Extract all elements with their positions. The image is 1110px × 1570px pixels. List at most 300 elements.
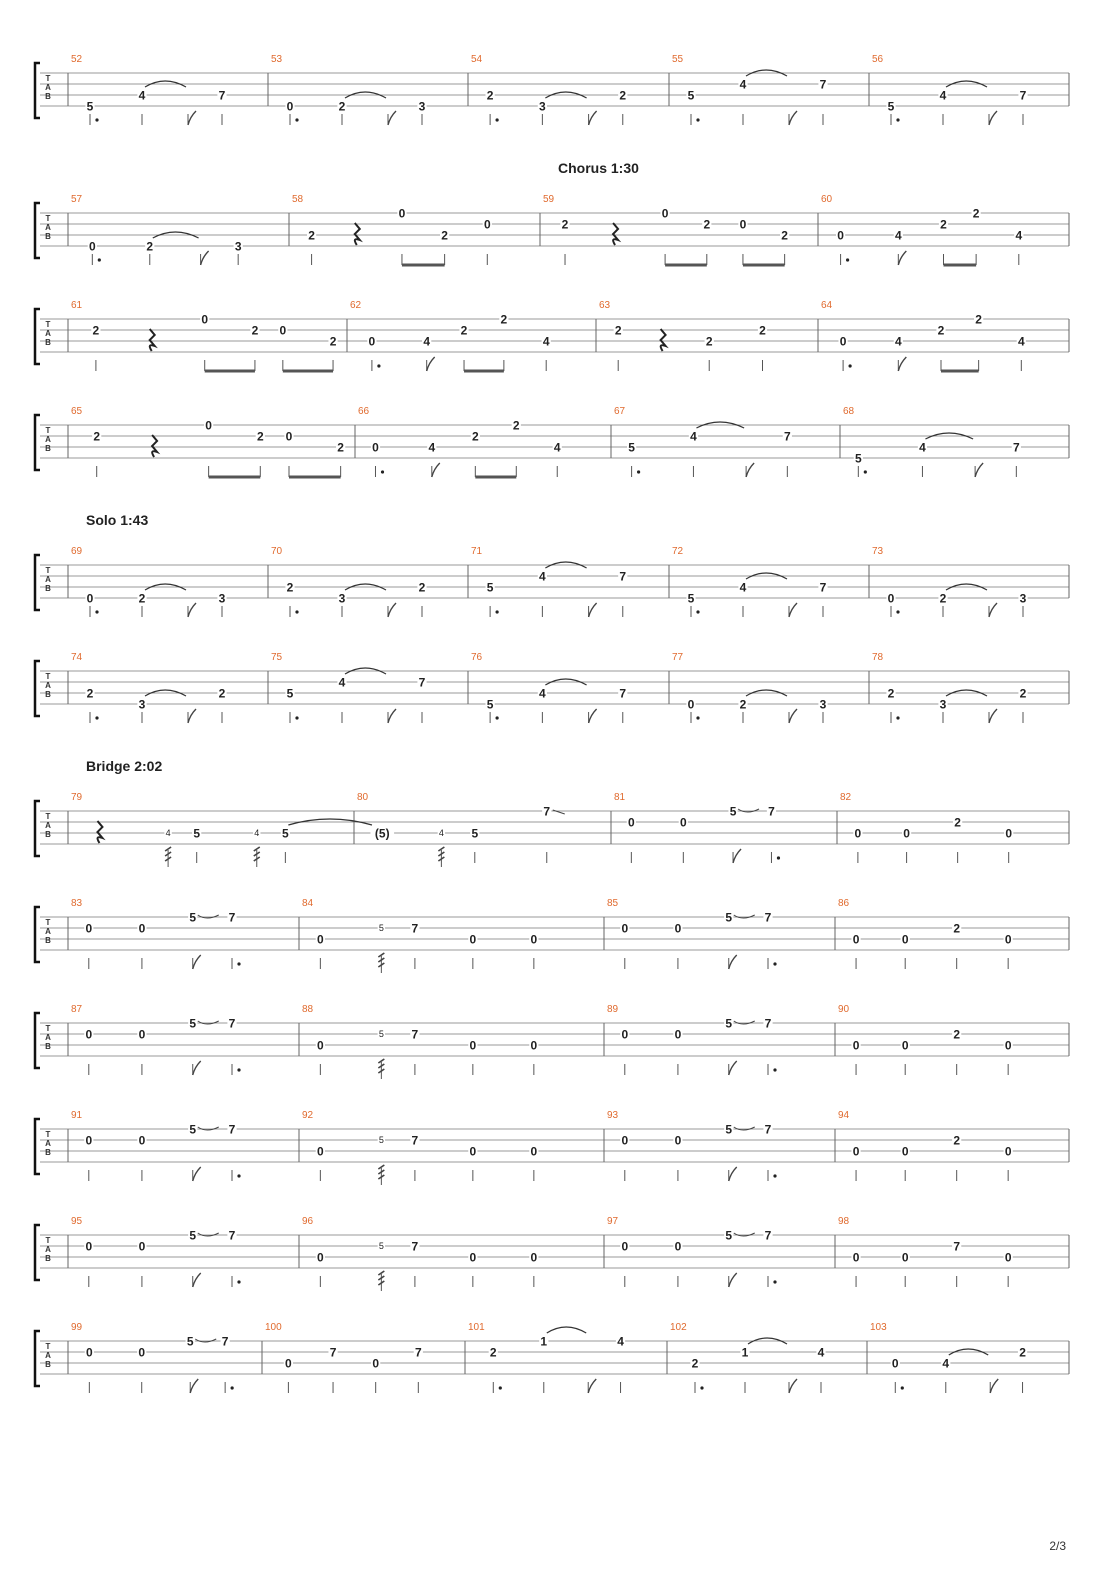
- duration-dot: [381, 470, 384, 473]
- fret-number: 2: [251, 323, 259, 338]
- fret-number: 0: [627, 815, 635, 830]
- fret-number: 4: [1015, 228, 1023, 243]
- measure-number: 84: [302, 898, 314, 909]
- tab-clef-letter: A: [45, 1245, 51, 1254]
- tab-clef-letter: B: [45, 444, 51, 453]
- fret-number: 4: [817, 1345, 825, 1360]
- fret-number: 2: [471, 429, 479, 444]
- duration-dot: [295, 716, 298, 719]
- fret-number: 5: [729, 804, 737, 819]
- duration-dot: [95, 610, 98, 613]
- fret-number: 2: [703, 217, 711, 232]
- fret-number: 4: [894, 228, 902, 243]
- measure-number: 91: [71, 1110, 83, 1121]
- fret-number: 5: [286, 686, 294, 701]
- fret-number: 0: [530, 932, 538, 947]
- fret-number: 4: [1017, 334, 1025, 349]
- fret-number: 3: [819, 697, 827, 712]
- measure-number: 66: [358, 406, 370, 417]
- duration-dot: [896, 716, 899, 719]
- fret-number: 0: [285, 1356, 292, 1371]
- fret-number: 0: [205, 418, 212, 433]
- fret-number: 2: [308, 228, 315, 243]
- duration-dot: [496, 716, 499, 719]
- fret-number: 2: [512, 418, 520, 433]
- note-flag: [589, 709, 597, 723]
- fret-number: 7: [221, 1334, 229, 1349]
- fret-number: 5: [378, 923, 384, 934]
- note-flag: [975, 463, 983, 477]
- tab-clef-letter: B: [45, 232, 51, 241]
- fret-number: 0: [674, 1133, 682, 1148]
- fret-number: 2: [1019, 1345, 1026, 1360]
- fret-number: 2: [93, 429, 101, 444]
- fret-number: 5: [725, 1228, 733, 1243]
- system-bracket: [35, 555, 40, 610]
- system-bracket: [35, 1119, 40, 1174]
- fret-number: 0: [398, 206, 406, 221]
- fret-number: 0: [687, 697, 695, 712]
- tab-clef-letter: B: [45, 1254, 51, 1263]
- fret-number: 0: [285, 429, 293, 444]
- fret-number: 4: [338, 675, 346, 690]
- fret-number: 2: [953, 921, 961, 936]
- fret-number: 2: [705, 334, 713, 349]
- section-label-solo: Solo 1:43: [86, 512, 149, 528]
- fret-number: 4: [542, 334, 550, 349]
- measure-number: 99: [71, 1322, 83, 1333]
- note-flag: [190, 1379, 198, 1393]
- note-flag: [432, 463, 440, 477]
- fret-number: 0: [138, 921, 146, 936]
- quarter-rest: [613, 223, 618, 245]
- measure-number: 75: [271, 652, 283, 663]
- fret-number: 4: [739, 580, 747, 595]
- measure-number: 100: [265, 1322, 282, 1333]
- fret-number: 5: [193, 826, 201, 841]
- fret-number: 0: [85, 921, 93, 936]
- fret-number: 2: [691, 1356, 699, 1371]
- duration-dot: [696, 716, 699, 719]
- fret-number: 2: [418, 580, 426, 595]
- fret-number: 4: [739, 77, 747, 92]
- measure-number: 73: [872, 546, 884, 557]
- system-bracket: [35, 1013, 40, 1068]
- tab-clef-letter: A: [45, 681, 51, 690]
- duration-dot: [773, 1174, 776, 1177]
- note-flag: [729, 1167, 737, 1181]
- note-flag: [729, 1061, 737, 1075]
- fret-number: 3: [138, 697, 146, 712]
- note-flag: [989, 111, 997, 125]
- duration-dot: [295, 610, 298, 613]
- note-flag: [427, 357, 435, 371]
- fret-number: 4: [539, 569, 546, 584]
- fret-number: 0: [852, 1250, 860, 1265]
- fret-number: 0: [279, 323, 287, 338]
- note-flag: [589, 603, 597, 617]
- fret-number: 7: [764, 1016, 772, 1031]
- system-bracket: [35, 63, 40, 118]
- fret-number: 0: [317, 932, 324, 947]
- note-flag: [589, 111, 597, 125]
- fret-number: 7: [411, 1027, 419, 1042]
- measure-number: 76: [471, 652, 483, 663]
- fret-number: 0: [138, 1239, 146, 1254]
- fret-number: 5: [486, 697, 494, 712]
- tab-clef-letter: A: [45, 1351, 51, 1360]
- measure-number: 64: [821, 300, 833, 311]
- tab-clef-letter: T: [45, 1024, 51, 1033]
- note-flag: [193, 1061, 201, 1075]
- measure-number: 95: [71, 1216, 83, 1227]
- duration-dot: [231, 1386, 234, 1389]
- measure-number: 92: [302, 1110, 314, 1121]
- tab-clef-letter: T: [45, 320, 51, 329]
- measure-number: 58: [292, 194, 304, 205]
- tab-clef-letter: A: [45, 1033, 51, 1042]
- tab-clef-letter: A: [45, 83, 51, 92]
- quarter-rest: [661, 329, 666, 351]
- duration-dot: [700, 1386, 703, 1389]
- fret-number: 5: [854, 451, 862, 466]
- fret-number: 5: [189, 910, 197, 925]
- fret-number: 2: [972, 206, 980, 221]
- duration-dot: [377, 364, 380, 367]
- duration-dot: [849, 364, 852, 367]
- fret-number: 3: [939, 697, 947, 712]
- tab-clef-letter: T: [45, 426, 51, 435]
- fret-number: 0: [317, 1250, 324, 1265]
- fret-number: 7: [411, 921, 419, 936]
- fret-number: 0: [85, 1345, 93, 1360]
- fret-number: 7: [953, 1239, 961, 1254]
- fret-number: 0: [621, 1027, 629, 1042]
- tab-clef-letter: A: [45, 223, 51, 232]
- fret-number: 0: [1005, 826, 1013, 841]
- fret-number: 2: [937, 323, 945, 338]
- fret-number: 0: [839, 334, 847, 349]
- tab-clef-letter: B: [45, 1148, 51, 1157]
- measure-number: 53: [271, 54, 283, 65]
- note-flag: [588, 1379, 596, 1393]
- duration-dot: [95, 118, 98, 121]
- fret-number: 0: [469, 1038, 477, 1053]
- duration-dot: [237, 1280, 240, 1283]
- note-flag: [733, 849, 741, 863]
- note-flag: [789, 709, 797, 723]
- fret-number: 2: [953, 1133, 961, 1148]
- fret-number: 5: [189, 1228, 197, 1243]
- measure-number: 61: [71, 300, 83, 311]
- measure-number: 98: [838, 1216, 850, 1227]
- duration-dot: [499, 1386, 502, 1389]
- fret-number: 0: [674, 921, 682, 936]
- fret-number: 2: [86, 686, 94, 701]
- fret-number: 2: [975, 312, 982, 327]
- duration-dot: [901, 1386, 904, 1389]
- system-bracket: [35, 415, 40, 470]
- fret-number: 2: [486, 88, 494, 103]
- note-flag: [989, 709, 997, 723]
- fret-number: 0: [88, 239, 96, 254]
- duration-dot: [896, 610, 899, 613]
- fret-number: 4: [690, 429, 697, 444]
- fret-number: 2: [460, 323, 468, 338]
- fret-number: 2: [940, 217, 947, 232]
- duration-dot: [773, 1280, 776, 1283]
- measure-number: 82: [840, 792, 852, 803]
- fret-number: 0: [901, 1144, 909, 1159]
- fret-number: 7: [619, 686, 627, 701]
- fret-number: 4: [919, 440, 926, 455]
- fret-number: 5: [86, 99, 94, 114]
- measure-number: 93: [607, 1110, 619, 1121]
- tab-clef-letter: A: [45, 329, 51, 338]
- fret-number: 2: [218, 686, 226, 701]
- tab-clef-letter: A: [45, 435, 51, 444]
- measure-number: 74: [71, 652, 83, 663]
- fret-number: 7: [768, 804, 775, 819]
- fret-number: 2: [739, 697, 747, 712]
- fret-number: 2: [441, 228, 448, 243]
- system-bracket: [35, 801, 40, 856]
- fret-number: 4: [894, 334, 902, 349]
- quarter-rest: [97, 821, 102, 843]
- duration-dot: [496, 610, 499, 613]
- fret-number: 5: [687, 591, 695, 606]
- fret-number: 4: [553, 440, 561, 455]
- system-bracket: [35, 1225, 40, 1280]
- fret-number: 4: [539, 686, 546, 701]
- fret-number: 3: [234, 239, 242, 254]
- duration-dot: [237, 1174, 240, 1177]
- fret-number: 2: [759, 323, 766, 338]
- fret-number: (5): [374, 826, 390, 841]
- duration-dot: [98, 258, 101, 261]
- measure-number: 77: [672, 652, 684, 663]
- fret-number: 0: [1004, 1144, 1012, 1159]
- fret-number: 4: [939, 88, 947, 103]
- fret-number: 2: [489, 1345, 497, 1360]
- tab-clef-letter: A: [45, 575, 51, 584]
- fret-number: 2: [500, 312, 508, 327]
- fret-number: 0: [887, 591, 895, 606]
- duration-dot: [846, 258, 849, 261]
- fret-number: 7: [764, 1228, 772, 1243]
- section-label-chorus: Chorus 1:30: [558, 160, 639, 176]
- tab-clef-letter: B: [45, 92, 51, 101]
- fret-number: 2: [286, 580, 294, 595]
- fret-number: 3: [539, 99, 546, 114]
- system-bracket: [35, 661, 40, 716]
- fret-number: 0: [469, 1144, 477, 1159]
- measure-number: 78: [872, 652, 884, 663]
- fret-number: 5: [189, 1122, 197, 1137]
- fret-number: 5: [378, 1241, 384, 1252]
- fret-number: 5: [378, 1135, 384, 1146]
- fret-number: 3: [418, 99, 426, 114]
- fret-number: 2: [256, 429, 264, 444]
- duration-dot: [773, 1068, 776, 1071]
- quarter-rest: [152, 435, 157, 457]
- note-flag: [193, 1273, 201, 1287]
- tab-clef-letter: T: [45, 1236, 51, 1245]
- fret-number: 7: [411, 1133, 419, 1148]
- fret-number: 3: [338, 591, 346, 606]
- duration-dot: [773, 962, 776, 965]
- system-bracket: [35, 1331, 40, 1386]
- measure-number: 52: [71, 54, 83, 65]
- fret-number: 0: [621, 1133, 629, 1148]
- tab-clef-letter: B: [45, 1042, 51, 1051]
- fret-number: 7: [619, 569, 627, 584]
- measure-number: 80: [357, 792, 369, 803]
- note-flag: [746, 463, 754, 477]
- measure-number: 94: [838, 1110, 850, 1121]
- fret-number: 4: [423, 334, 431, 349]
- fret-number: 0: [372, 440, 379, 455]
- measure-number: 85: [607, 898, 619, 909]
- tab-clef-letter: A: [45, 1139, 51, 1148]
- fret-number: 1: [540, 1334, 548, 1349]
- measure-number: 70: [271, 546, 283, 557]
- fret-number: 5: [282, 826, 289, 841]
- fret-number: 2: [337, 440, 344, 455]
- measure-number: 60: [821, 194, 833, 205]
- fret-number: 7: [819, 580, 827, 595]
- fret-number: 2: [92, 323, 100, 338]
- note-flag: [789, 1379, 797, 1393]
- duration-dot: [696, 118, 699, 121]
- page-number: 2/3: [1049, 1539, 1066, 1553]
- fret-number: 2: [953, 1027, 961, 1042]
- fret-number: 7: [764, 910, 772, 925]
- note-flag: [990, 1379, 998, 1393]
- tab-clef-letter: T: [45, 672, 51, 681]
- duration-dot: [696, 610, 699, 613]
- tab-clef-letter: T: [45, 1130, 51, 1139]
- fret-number: 7: [1019, 88, 1027, 103]
- fret-number: 2: [614, 323, 622, 338]
- fret-number: 0: [661, 206, 669, 221]
- measure-number: 103: [870, 1322, 887, 1333]
- fret-number: 0: [201, 312, 209, 327]
- fret-number: 2: [146, 239, 154, 254]
- section-label-bridge: Bridge 2:02: [86, 758, 163, 774]
- measure-number: 102: [670, 1322, 687, 1333]
- measure-number: 86: [838, 898, 850, 909]
- measure-number: 59: [543, 194, 555, 205]
- note-flag: [989, 603, 997, 617]
- fret-number: 0: [368, 334, 376, 349]
- measure-number: 65: [71, 406, 83, 417]
- fret-number: 4: [165, 828, 171, 839]
- fret-number: 2: [619, 88, 627, 103]
- note-flag: [388, 111, 396, 125]
- system-bracket: [35, 309, 40, 364]
- tab-clef-letter: B: [45, 1360, 51, 1369]
- fret-number: 7: [1012, 440, 1020, 455]
- fret-number: 7: [783, 429, 791, 444]
- fret-number: 0: [286, 99, 294, 114]
- fret-number: 7: [819, 77, 827, 92]
- fret-number: 7: [228, 910, 236, 925]
- fret-number: 0: [852, 1038, 860, 1053]
- fret-number: 2: [329, 334, 337, 349]
- fret-number: 0: [86, 591, 94, 606]
- note-flag: [388, 709, 396, 723]
- tab-clef-letter: A: [45, 927, 51, 936]
- quarter-rest: [150, 329, 155, 351]
- fret-number: 0: [1004, 932, 1012, 947]
- duration-dot: [896, 118, 899, 121]
- fret-number: 0: [138, 1345, 146, 1360]
- measure-number: 55: [672, 54, 684, 65]
- fret-number: 7: [218, 88, 226, 103]
- fret-number: 0: [903, 826, 910, 841]
- note-flag: [729, 955, 737, 969]
- fret-number: 4: [254, 828, 260, 839]
- tab-clef-letter: B: [45, 830, 51, 839]
- fret-number: 0: [85, 1239, 93, 1254]
- tab-clef-letter: B: [45, 690, 51, 699]
- fret-number: 0: [530, 1144, 538, 1159]
- quarter-rest: [355, 223, 360, 245]
- duration-dot: [237, 962, 240, 965]
- fret-number: 0: [85, 1133, 93, 1148]
- note-flag: [193, 955, 201, 969]
- fret-number: 3: [1019, 591, 1027, 606]
- fret-number: 7: [329, 1345, 337, 1360]
- fret-number: 4: [438, 828, 444, 839]
- system-bracket: [35, 203, 40, 258]
- measure-number: 68: [843, 406, 855, 417]
- measure-number: 57: [71, 194, 83, 205]
- fret-number: 0: [837, 228, 844, 243]
- fret-number: 2: [887, 686, 895, 701]
- note-flag: [188, 709, 196, 723]
- fret-number: 5: [189, 1016, 197, 1031]
- fret-number: 0: [621, 921, 629, 936]
- fret-number: 2: [561, 217, 569, 232]
- duration-dot: [237, 1068, 240, 1071]
- duration-dot: [95, 716, 98, 719]
- measure-number: 96: [302, 1216, 314, 1227]
- fret-number: 0: [138, 1027, 146, 1042]
- fret-number: 5: [471, 826, 479, 841]
- fret-number: 0: [891, 1356, 899, 1371]
- tab-clef-letter: T: [45, 566, 51, 575]
- fret-number: 0: [483, 217, 491, 232]
- duration-dot: [864, 470, 867, 473]
- fret-number: 5: [887, 99, 895, 114]
- fret-number: 5: [725, 910, 733, 925]
- fret-number: 2: [338, 99, 346, 114]
- tab-clef-letter: B: [45, 936, 51, 945]
- measure-number: 83: [71, 898, 83, 909]
- fret-number: 0: [674, 1027, 682, 1042]
- note-flag: [898, 251, 906, 265]
- tab-clef-letter: T: [45, 1342, 51, 1351]
- fret-number: 5: [725, 1016, 733, 1031]
- fret-number: 2: [138, 591, 146, 606]
- duration-dot: [496, 118, 499, 121]
- measure-number: 101: [468, 1322, 485, 1333]
- tab-clef-letter: T: [45, 214, 51, 223]
- fret-number: 0: [854, 826, 862, 841]
- fret-number: 0: [530, 1250, 538, 1265]
